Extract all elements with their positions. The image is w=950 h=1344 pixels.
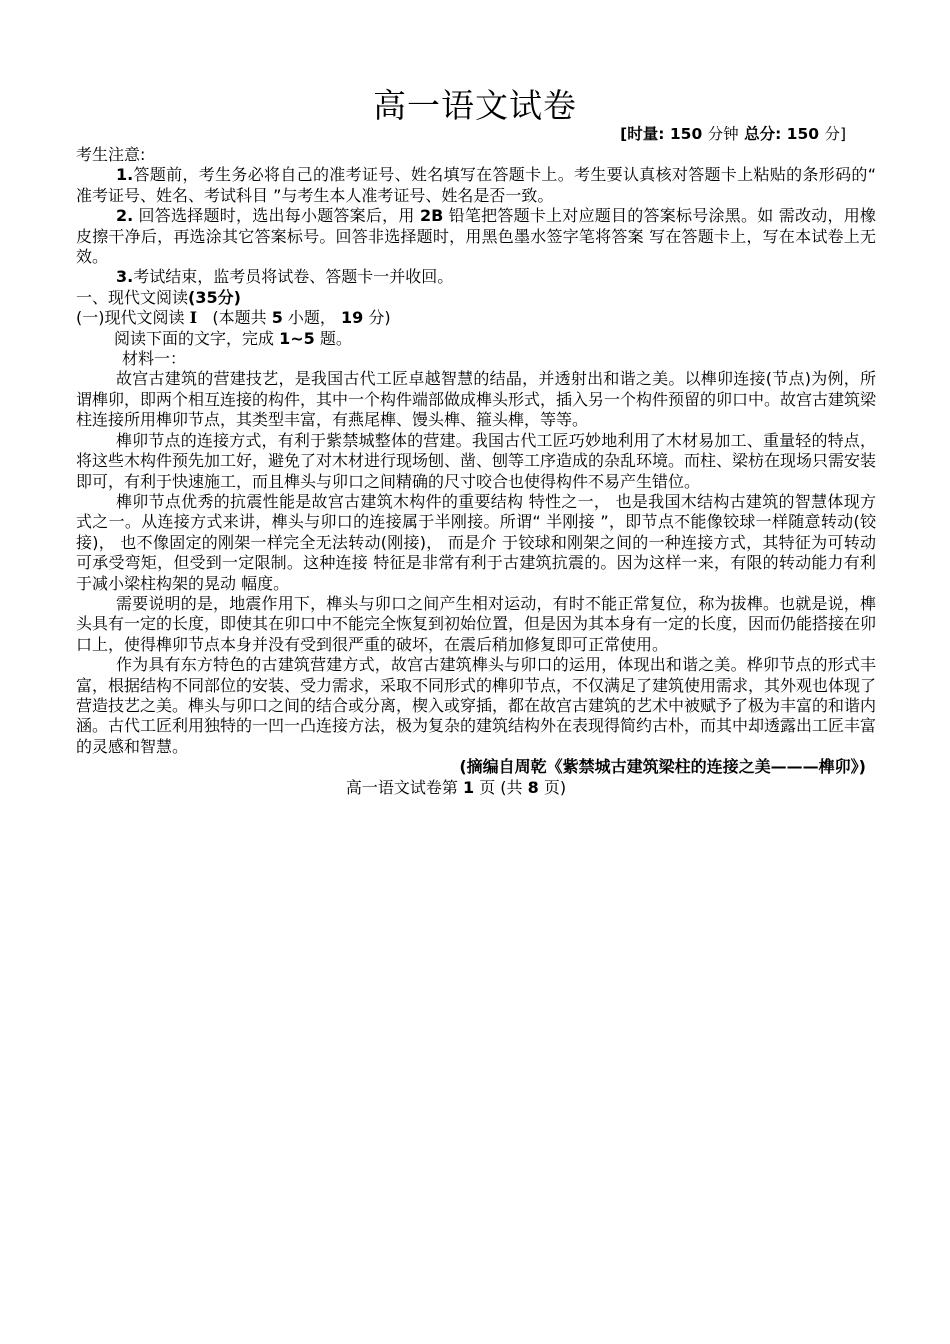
time-label: [时量: xyxy=(620,125,665,143)
time-value: 150 xyxy=(669,125,703,143)
notice-heading: 考生注意: xyxy=(76,145,146,164)
subsection-heading xyxy=(76,308,876,328)
exam-title: 高一语文试卷 xyxy=(373,86,577,125)
notice-item-1 xyxy=(76,165,876,206)
passage-paragraph-1: 故宫古建筑的营建技艺，是我国古代工匠卓越智慧的结晶，并透射出和谐之美。以榫卯连接(节点)为例，所谓榫卯，即两个相互连接的构件，其中一个构件端部做成榫头形式，插入另一个构件预留的卯口中。故宫古建筑梁柱连接所用榫卯节点，其类型丰富，有燕尾榫、馒头榫、箍头榫，等等。 xyxy=(76,369,877,430)
subsection-note-b: 小题， xyxy=(287,308,336,328)
notice-item-1-number: 1. xyxy=(116,165,134,185)
notice-item-2-text-b: 铅笔把答题卡上对应题目的答案标号涂黑。如 需改动，用橡皮擦干净后，再选涂其它答案标号。回答非选择题时，用黑色墨水签字笔将答案 写在答题卡上，写在本试卷上无效。 xyxy=(76,206,876,267)
subsection-title: (一)现代文阅读 xyxy=(76,308,185,328)
total-value: 150 xyxy=(786,125,820,143)
notice-item-2-text-a: 回答选择题时，选出每小题答案后，用 xyxy=(138,206,415,226)
exam-meta xyxy=(620,124,846,144)
instruction-text-a: 阅读下面的文字，完成 xyxy=(114,328,275,348)
page-footer xyxy=(76,778,876,798)
subsection-number: I xyxy=(189,308,198,328)
total-unit: 分] xyxy=(824,125,846,143)
section-1-heading xyxy=(76,288,876,308)
notice-item-2 xyxy=(76,206,876,267)
notice-item-2-number: 2. xyxy=(116,206,134,226)
subsection-note-a: (本题共 xyxy=(212,308,267,328)
time-unit: 分钟 xyxy=(707,125,739,143)
exam-body xyxy=(76,145,876,798)
reading-instruction xyxy=(76,329,876,349)
passage-paragraph-4: 需要说明的是，地震作用下，榫头与卯口之间产生相对运动，有时不能正常复位，称为拔榫。也就是说，榫头具有一定的长度，即使其在卯口中不能完全恢复到初始位置，但是因为其本身有一定的长度，因而仍能搭接在卯口上，使得榫卯节点本身并没有受到很严重的破坏，在震后稍加修复即可正常使用。 xyxy=(76,593,877,654)
notice-item-3-text: 考试结束，监考员将试卷、答题卡一并收回。 xyxy=(133,267,454,287)
footer-text-c: 页) xyxy=(543,777,567,797)
passage-paragraph-5: 作为具有东方特色的古建筑营建方式，故宫古建筑榫头与卯口的运用，体现出和谐之美。桦卯节点的形式丰富，根据结构不同部位的安装、受力需求，采取不同形式的榫卯节点，不仅满足了建筑使用需求，其外观也体现了营造技艺之美。榫头与卯口之间的结合或分离，楔入或穿插，都在故宫古建筑的艺术中被赋予了极为丰富的和谐内涵。古代工匠利用独特的一凹一凸连接方法，极为复杂的建筑结构外在表现得简约古朴，而其中却透露出工匠丰富的灵感和智慧。 xyxy=(76,655,877,756)
subsection-question-count: 5 xyxy=(271,308,283,328)
section-1-heading-text: 一、现代文阅读 xyxy=(76,287,189,307)
footer-page-number: 1 xyxy=(462,777,475,797)
section-1-score-unit: 分) xyxy=(217,287,241,307)
subsection-score: 19 xyxy=(341,308,364,328)
footer-page-total: 8 xyxy=(527,777,539,797)
total-label: 总分: xyxy=(744,125,782,143)
instruction-text-b: 题。 xyxy=(319,328,352,348)
notice-item-3-number: 3. xyxy=(116,267,134,287)
material-label: 材料一： xyxy=(122,349,187,369)
footer-text-a: 高一语文试卷第 xyxy=(345,777,458,797)
notice-item-1-text: 答题前，考生务必将自己的准考证号、姓名填写在答题卡上。考生要认真核对答题卡上粘贴的条形码的“ 准考证号、姓名、考试科目 ”与考生本人准考证号、姓名是否一致。 xyxy=(76,165,876,205)
passage-paragraph-3: 榫卯节点优秀的抗震性能是故宫古建筑木构件的重要结构 特性之一， 也是我国木结构古建筑的智慧体现方式之一。从连接方式来讲，榫头与卯口的连接属于半刚接。所谓“ 半刚接 ”，即节点不能像铰球一样随意转动(铰接)， 也不像固定的刚架一样完全无法转动(刚接)， 而是介 于铰球和刚架之间的一种连接方式，其特征为可转动可承受弯矩，但受到一定限制。这种连接 特征是非常有利于古建筑抗震的。因为这样一来，有限的转动能力有利于减小梁柱构架的晃动 幅度。 xyxy=(76,491,876,593)
notice-item-2-pencil: 2B xyxy=(419,206,444,226)
passage-paragraph-2: 榫卯节点的连接方式，有利于紫禁城整体的营建。我国古代工匠巧妙地利用了木材易加工、重量轻的特点，将这些木构件预先加工好，避免了对木材进行现场刨、凿、刨等工序造成的杂乱环境。而柱、梁枋在现场只需安装即可，有利于快速施工，而且榫头与卯口之间精确的尺寸咬合也使得构件不易产生错位。 xyxy=(76,430,877,491)
notice-item-3 xyxy=(76,267,876,287)
instruction-range: 1~5 xyxy=(279,328,315,348)
footer-text-b: 页 (共 xyxy=(479,777,523,797)
section-1-score: (35 xyxy=(188,287,218,307)
passage-source: (摘编自周乾《紫禁城古建筑梁柱的连接之美———榫卯》) xyxy=(459,757,866,777)
subsection-score-unit: 分) xyxy=(368,308,391,328)
